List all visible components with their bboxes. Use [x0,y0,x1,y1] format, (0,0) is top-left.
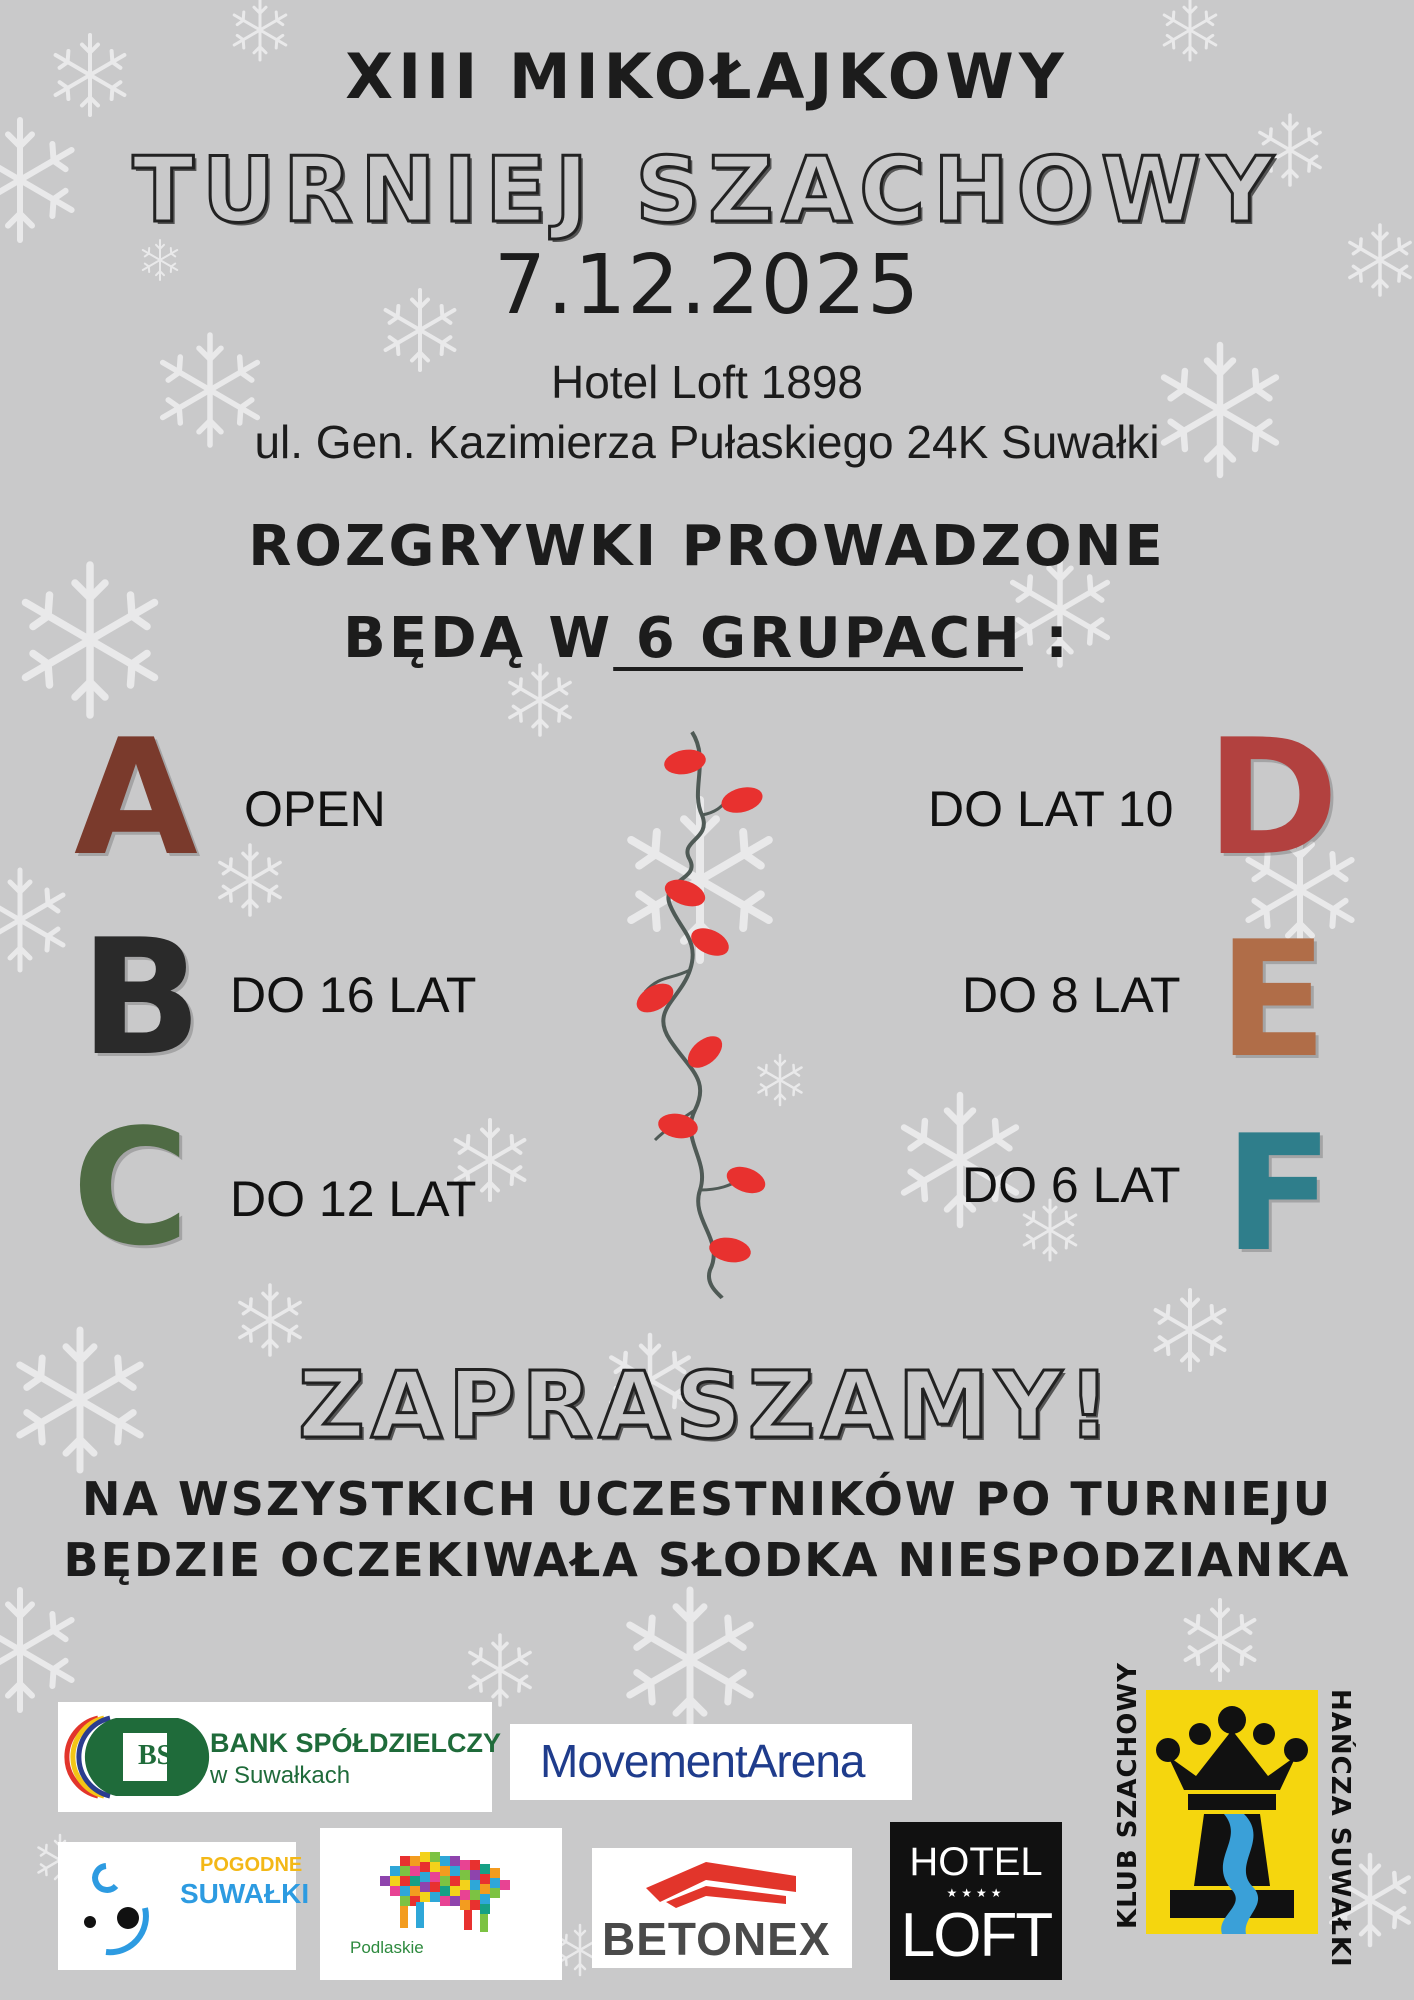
logo-klub-szachowy [1100,1662,1364,1968]
group-letter-e: E [1218,906,1328,1093]
betonex-roof-icon [646,1858,796,1910]
group-letter-d: D [1206,704,1339,891]
pogodne-suwalki-icon [70,1856,180,1966]
logo-pogodne-suwalki [58,1842,310,1970]
logo-movement-arena [510,1724,912,1800]
group-letter-c: C [72,1094,190,1281]
betonex-text: BETONEX [602,1913,831,1965]
title-line-2: TURNIEJ SZACHOWY [132,138,1282,243]
group-letter-b: B [80,904,202,1091]
groups-prefix: BĘDĄ W [343,606,614,671]
hotel-line-2: LOFT [900,1901,1052,1970]
pogodne-line-1: POGODNE [200,1854,303,1876]
group-label-a: OPEN [244,781,386,837]
club-badge [1146,1690,1318,1934]
logo-podlaskie [320,1828,562,1980]
hotel-line-1: HOTEL [909,1840,1043,1884]
bank-badge: BS [138,1740,173,1771]
podlaskie-text: Podlaskie [350,1938,424,1957]
movement-arena-text: MovementArena [540,1735,865,1787]
logo-betonex [592,1848,852,1968]
logo-hotel-loft [890,1822,1062,1980]
group-letter-a: A [74,704,198,891]
group-letter-f: F [1224,1100,1334,1287]
group-label-d: DO LAT 10 [928,781,1174,837]
hotel-stars: ★★★★ [946,1886,1006,1900]
group-label-e: DO 8 LAT [962,967,1181,1023]
invite-heading: ZAPRASZAMY! [298,1352,1116,1459]
groups-heading-line-2 [0,606,1414,671]
club-name-left: KLUB SZACHOWY [1113,1662,1143,1929]
group-label-f: DO 6 LAT [962,1157,1181,1213]
groups-suffix: : [1022,606,1071,671]
group-label-b: DO 16 LAT [230,967,477,1023]
club-name-right: HAŃCZA SUWAŁKI [1325,1689,1355,1968]
title-line-1: XIII MIKOŁAJKOWY [345,40,1069,113]
logo-bank-spoldzielczy [58,1702,502,1812]
bison-mosaic-icon [380,1846,530,1942]
venue-name: Hotel Loft 1898 [550,356,863,408]
bank-name-line-2: w Suwałkach [210,1762,351,1789]
bank-name-line-1: BANK SPÓŁDZIELCZY [210,1728,502,1758]
group-label-c: DO 12 LAT [230,1171,477,1227]
venue-address: ul. Gen. Kazimierza Pułaskiego 24K Suwałki [254,416,1160,468]
groups-heading-line-1: ROZGRYWKI PROWADZONE [248,514,1166,579]
groups-count: 6 GRUPACH [613,606,1023,671]
chess-king-icon [1146,1690,1318,1934]
pogodne-line-2: SUWAŁKI [180,1878,310,1909]
surprise-line-1: NA WSZYSTKICH UCZESTNIKÓW PO TURNIEJU [81,1472,1333,1526]
event-date: 7.12.2025 [493,238,921,333]
surprise-line-2: BĘDZIE OCZEKIWAŁA SŁODKA NIESPODZIANKA [63,1533,1351,1587]
christmas-lights-icon [630,730,780,1300]
